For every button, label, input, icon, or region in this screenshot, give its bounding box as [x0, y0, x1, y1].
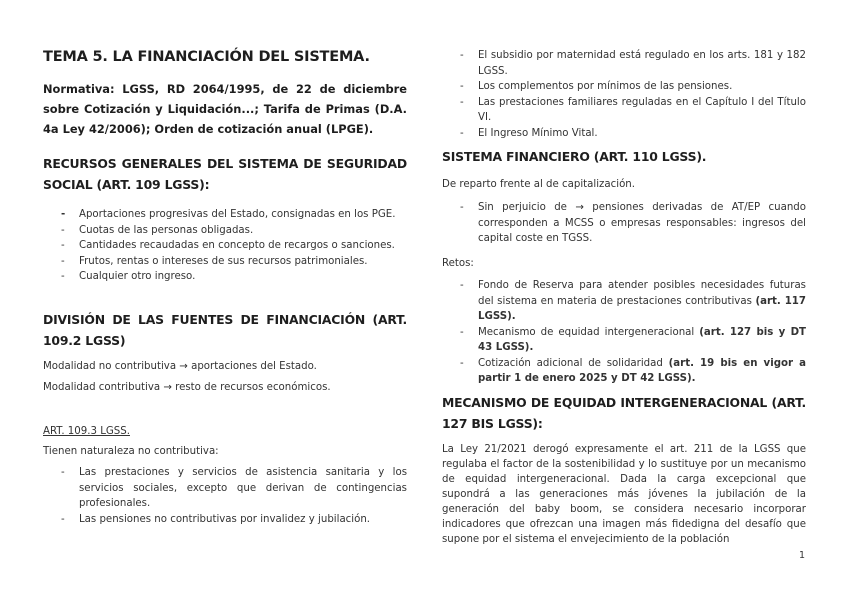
- modalidad-no-contributiva: Modalidad no contributiva → aportaciones del Estado.: [43, 361, 317, 372]
- page-number: 1: [798, 550, 805, 561]
- retos-list: [442, 278, 806, 387]
- list-item: - El subsidio por maternidad está regulado en los arts. 181 y 182 LGSS.: [442, 48, 806, 79]
- division-heading: DIVISIÓN DE LAS FUENTES DE FINANCIACIÓN (ART. 109.2 LGSS): [43, 312, 407, 348]
- normativa-paragraph: Normativa: LGSS, RD 2064/1995, de 22 de diciembre sobre Cotización y Liquidación...; Tarifa de Primas (D.A. 4a Ley 42/2006); Orden de cotización anual (LPGE).: [43, 82, 407, 136]
- list-item: - Frutos, rentas o intereses de sus recursos patrimoniales.: [43, 254, 407, 270]
- list-item: - Cotización adicional de solidaridad (art. 19 bis en vigor a partir 1 de enero 2025 y DT 42 LGSS).: [442, 356, 806, 387]
- list-item: - Los complementos por mínimos de las pensiones.: [442, 79, 806, 95]
- list-item: - Sin perjuicio de → pensiones derivadas de AT/EP cuando corresponden a MCSS o empresas responsables: ingresos del capital coste en TGSS.: [442, 200, 806, 247]
- list-item: - Aportaciones progresivas del Estado, consignadas en los PGE.: [43, 207, 407, 223]
- recursos-list: [43, 207, 407, 285]
- list-item: - Fondo de Reserva para atender posibles necesidades futuras del sistema en materia de prestaciones contributivas (art. 117 LGSS).: [442, 278, 806, 325]
- art-heading: ART. 109.3 LGSS.: [43, 426, 130, 437]
- list-item: - El Ingreso Mínimo Vital.: [442, 126, 806, 142]
- mecanismo-paragraph: La Ley 21/2021 derogó expresamente el art. 211 de la LGSS que regulaba el factor de la sostenibilidad y lo sustituye por un mecanismo de equidad intergeneracional. Dada la carga excepcional que supondrá a las generaciones más jóvenes la jubilación de la generación del baby boom, se considera necesario incorporar indicadores que ofrezcan una imagen más fidedigna del desafío que supone por el sistema el envejecimiento de la población: [442, 444, 806, 545]
- retos-label: Retos:: [442, 258, 474, 269]
- list-item: - Cualquier otro ingreso.: [43, 269, 407, 285]
- mecanismo-heading: MECANISMO DE EQUIDAD INTERGENERACIONAL (ART. 127 BIS LGSS):: [442, 395, 806, 431]
- recursos-heading: RECURSOS GENERALES DEL SISTEMA DE SEGURIDAD SOCIAL (ART. 109 LGSS):: [43, 156, 407, 192]
- list-item: - Mecanismo de equidad intergeneracional (art. 127 bis y DT 43 LGSS).: [442, 325, 806, 356]
- list-item: - Cantidades recaudadas en concepto de recargos o sanciones.: [43, 238, 407, 254]
- sistema-heading: SISTEMA FINANCIERO (ART. 110 LGSS).: [442, 149, 707, 164]
- sistema-list: [442, 200, 806, 247]
- sistema-text: De reparto frente al de capitalización.: [442, 179, 635, 190]
- modalidad-contributiva: Modalidad contributiva → resto de recursos económicos.: [43, 382, 331, 393]
- list-item: - Las prestaciones familiares reguladas en el Capítulo I del Título VI.: [442, 95, 806, 126]
- list-item: - Cuotas de las personas obligadas.: [43, 223, 407, 239]
- list-item: - Las prestaciones y servicios de asistencia sanitaria y los servicios sociales, excepto que derivan de contingencias profesionales.: [43, 465, 407, 512]
- naturaleza-list: [43, 465, 407, 527]
- naturaleza-intro: Tienen naturaleza no contributiva:: [43, 446, 219, 457]
- continuation-list: [442, 48, 806, 141]
- list-item: - Las pensiones no contributivas por invalidez y jubilación.: [43, 512, 407, 528]
- page-title: TEMA 5. LA FINANCIACIÓN DEL SISTEMA.: [43, 49, 370, 65]
